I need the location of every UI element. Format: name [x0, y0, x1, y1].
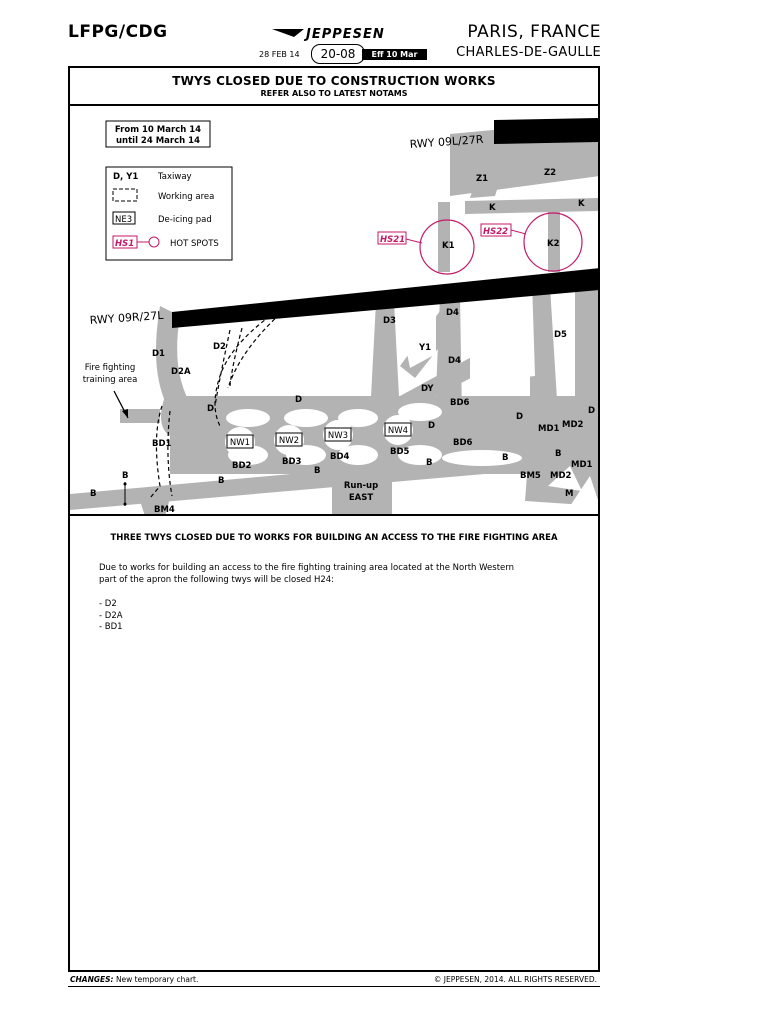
twy-b: B: [90, 489, 97, 499]
legend-deicing-pad: De-icing pad: [158, 215, 212, 225]
twy-md2: MD2: [550, 471, 572, 481]
validity-line-2: until 24 March 14: [115, 136, 201, 146]
pad-nw3-label: NW3: [327, 431, 349, 441]
list-item: - D2: [99, 599, 117, 609]
hotspot-hs21-label: HS21: [380, 235, 406, 245]
twy-d4: D4: [448, 356, 461, 366]
twy-d: D: [516, 412, 524, 422]
airport-diagram: [70, 106, 598, 516]
twy-bd4: BD4: [330, 452, 350, 462]
twy-bd6: BD6: [453, 438, 473, 448]
twy-bd2: BD2: [232, 461, 252, 471]
twy-m: M: [565, 489, 574, 499]
twy-d5: D5: [554, 330, 567, 340]
hotspot-hs21-leader: [406, 239, 422, 243]
twy-md1: MD1: [571, 460, 593, 470]
pad-nw4-label: NW4: [387, 426, 409, 436]
twy-b: B: [122, 471, 129, 481]
changes-note: [70, 975, 198, 984]
jeppesen-wing-icon: [272, 27, 306, 39]
twy-d1: D1: [152, 349, 165, 359]
twy-k: K: [489, 203, 496, 213]
changes-text: New temporary chart.: [115, 975, 199, 984]
twy-d: D: [588, 406, 596, 416]
airport-name: CHARLES-DE-GAULLE: [456, 45, 601, 60]
b-holding-dot: [124, 503, 127, 506]
airport-diagram-svg: [70, 106, 598, 516]
twy-bd3: BD3: [282, 457, 302, 467]
twy-bm4: BM4: [154, 505, 175, 515]
chart-title: TWYS CLOSED DUE TO CONSTRUCTION WORKS: [172, 74, 496, 88]
brand-name: JEPPESEN: [306, 27, 385, 42]
changes-label: CHANGES:: [70, 975, 114, 984]
twy-bd5: BD5: [390, 447, 410, 457]
notice-body: [99, 563, 569, 586]
runup-label-2: EAST: [348, 493, 374, 503]
twy-bd6: BD6: [450, 398, 470, 408]
twy-k2: K2: [547, 239, 560, 249]
copyright: © JEPPESEN, 2014. ALL RIGHTS RESERVED.: [433, 975, 597, 984]
twy-d3: D3: [383, 316, 396, 326]
pad-nw2-label: NW2: [278, 436, 300, 446]
legend-hotspot-circle-icon: [149, 237, 159, 247]
pad-nw1-label: NW1: [229, 438, 251, 448]
legend-working-area: Working area: [158, 192, 215, 202]
effective-date-badge: Eff 10 Mar: [362, 49, 427, 60]
footer-divider: [68, 986, 600, 987]
closed-taxiway-list: [99, 599, 123, 634]
twy-md2: MD2: [562, 420, 584, 430]
legend-hotspots: HOT SPOTS: [170, 239, 219, 249]
chart-date: 28 FEB 14: [259, 50, 300, 59]
notice-heading: THREE TWYS CLOSED DUE TO WORKS FOR BUILDING AN ACCESS TO THE FIRE FIGHTING AREA: [110, 533, 558, 543]
notice-line-2: part of the apron the following twys will be closed H24:: [99, 574, 335, 585]
twy-y1: Y1: [419, 343, 432, 353]
airport-icao-code: LFPG/CDG: [68, 22, 168, 42]
twy-d2: D2: [213, 342, 226, 352]
twy-b: B: [502, 453, 509, 463]
twy-k1: K1: [442, 241, 455, 251]
twy-b: B: [218, 476, 225, 486]
b-holding-dot: [124, 483, 127, 486]
runway-09l-27r: [494, 118, 598, 144]
list-item: - BD1: [99, 622, 123, 632]
runway-09r-27l-label: RWY 09R/27L: [89, 308, 164, 327]
twy-dy: DY: [421, 384, 434, 394]
twy-b: B: [555, 449, 562, 459]
twy-k: K: [578, 199, 585, 209]
legend-taxiway-sample: D, Y1: [113, 172, 139, 182]
twy-z2: Z2: [544, 168, 557, 178]
legend-hotspot-sample: HS1: [115, 239, 135, 249]
chart-subtitle: REFER ALSO TO LATEST NOTAMS: [260, 89, 408, 98]
hotspot-hs22-label: HS22: [483, 227, 509, 237]
twy-d4: D4: [446, 308, 459, 318]
twy-md1: MD1: [538, 424, 560, 434]
twy-bm5: BM5: [520, 471, 541, 481]
fire-area-label-2: training area: [82, 375, 138, 385]
runway-09l-27r-label: RWY 09L/27R: [409, 132, 484, 151]
notice-line-1: Due to works for building an access to the fire fighting training area located at the North Western: [99, 563, 514, 573]
fire-area-label-1: Fire fighting: [84, 363, 136, 373]
twy-d: D: [295, 395, 303, 405]
legend-deicing-sample: NE3: [115, 215, 133, 225]
list-item: - D2A: [99, 610, 123, 621]
chart-frame: [68, 66, 600, 972]
runup-label-1: Run-up: [343, 481, 379, 491]
twy-z1: Z1: [476, 174, 489, 184]
twy-bd1: BD1: [152, 439, 172, 449]
chart-index: 20-08: [311, 44, 365, 64]
twy-d2a: D2A: [171, 367, 191, 377]
twy-d: D: [428, 421, 436, 431]
legend-taxiway: Taxiway: [158, 172, 192, 182]
city-name: PARIS, FRANCE: [467, 22, 601, 42]
twy-d: D: [207, 404, 215, 414]
twy-b: B: [314, 466, 321, 476]
validity-line-1: From 10 March 14: [114, 125, 202, 135]
twy-b: B: [426, 458, 433, 468]
title-box: [70, 68, 598, 106]
